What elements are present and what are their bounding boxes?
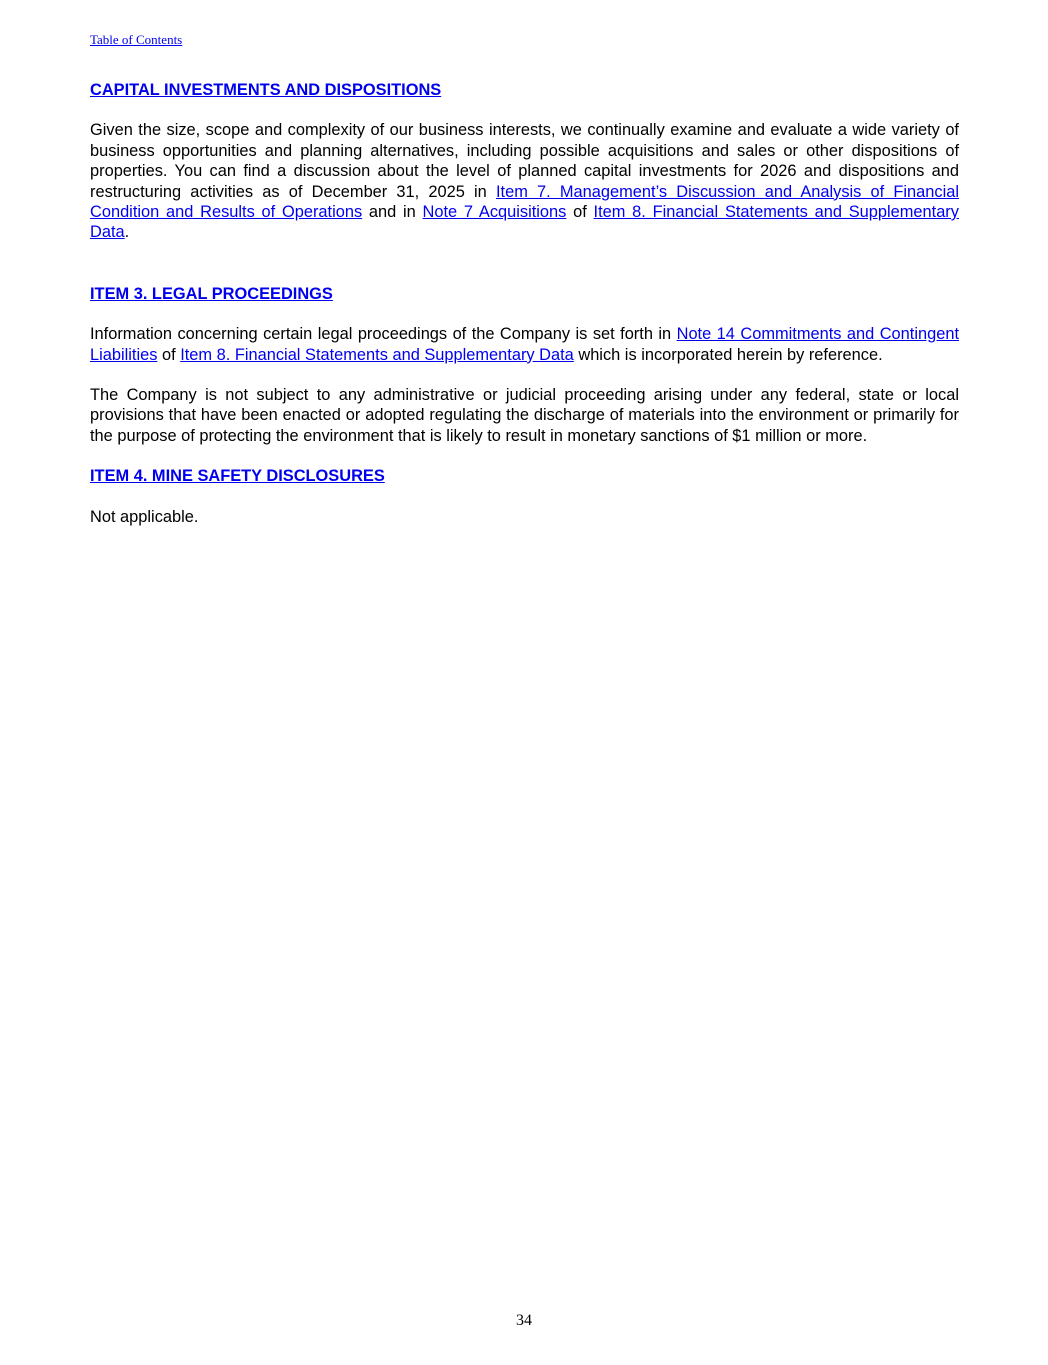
spacer <box>90 446 959 466</box>
spacer <box>90 100 959 120</box>
table-of-contents-link[interactable]: Table of Contents <box>90 32 183 47</box>
item3-heading <box>90 284 959 304</box>
legal-proceedings-paragraph <box>90 324 959 365</box>
capital-investments-paragraph <box>90 120 959 242</box>
environmental-proceedings-paragraph: The Company is not subject to any administrative or judicial proceeding arising under any federal, state or local provisions that have been enacted or adopted regulating the discharge of materials into the environment or primarily for the purpose of protecting the environment that is likely to result in monetary sanctions of $1 million or more. <box>90 386 959 445</box>
paragraph-text: which is incorporated herein by reference. <box>573 345 883 364</box>
paragraph-text: and in <box>362 203 423 222</box>
capital-investments-heading <box>90 80 959 100</box>
paragraph-text: of <box>157 345 181 364</box>
item8-link[interactable]: Item 8. Financial Statements and Supplementary Data <box>90 203 959 242</box>
capital-investments-heading-link[interactable]: CAPITAL INVESTMENTS AND DISPOSITIONS <box>90 81 442 99</box>
spacer <box>90 487 959 507</box>
item7-link[interactable]: Item 7. Management’s Discussion and Analysis of Financial Condition and Results of Operations <box>90 182 959 222</box>
paragraph-text: . <box>124 223 130 242</box>
note14-commitments-link[interactable]: Note 14 Commitments and Contingent Liabilities <box>90 325 959 364</box>
mine-safety-paragraph: Not applicable. <box>90 507 199 526</box>
paragraph-text: Information concerning certain legal proceedings of the Company is set forth in <box>90 325 677 344</box>
item4-heading-link[interactable]: ITEM 4. MINE SAFETY DISCLOSURES <box>90 467 385 486</box>
document-body <box>90 80 959 527</box>
item8-link[interactable]: Item 8. Financial Statements and Supplementary Data <box>180 345 574 364</box>
note7-acquisitions-link[interactable]: Note 7 Acquisitions <box>422 203 567 222</box>
item3-heading-link[interactable]: ITEM 3. LEGAL PROCEEDINGS <box>90 284 333 303</box>
page-number: 34 <box>516 1312 532 1329</box>
item4-heading <box>90 466 959 486</box>
paragraph-text: of <box>566 203 594 222</box>
spacer <box>90 243 959 284</box>
spacer <box>90 304 959 324</box>
spacer <box>90 365 959 385</box>
paragraph-text: Given the size, scope and complexity of our business interests, we continually examine and evaluate a wide variety of business opportunities and planning alternatives, including possible acquisitions and sales or other dispositions of properties. You can find a discussion about the level of planned capital investments for 2026 and dispositions and restructuring activities as of December 31, 2025 in <box>90 121 959 201</box>
